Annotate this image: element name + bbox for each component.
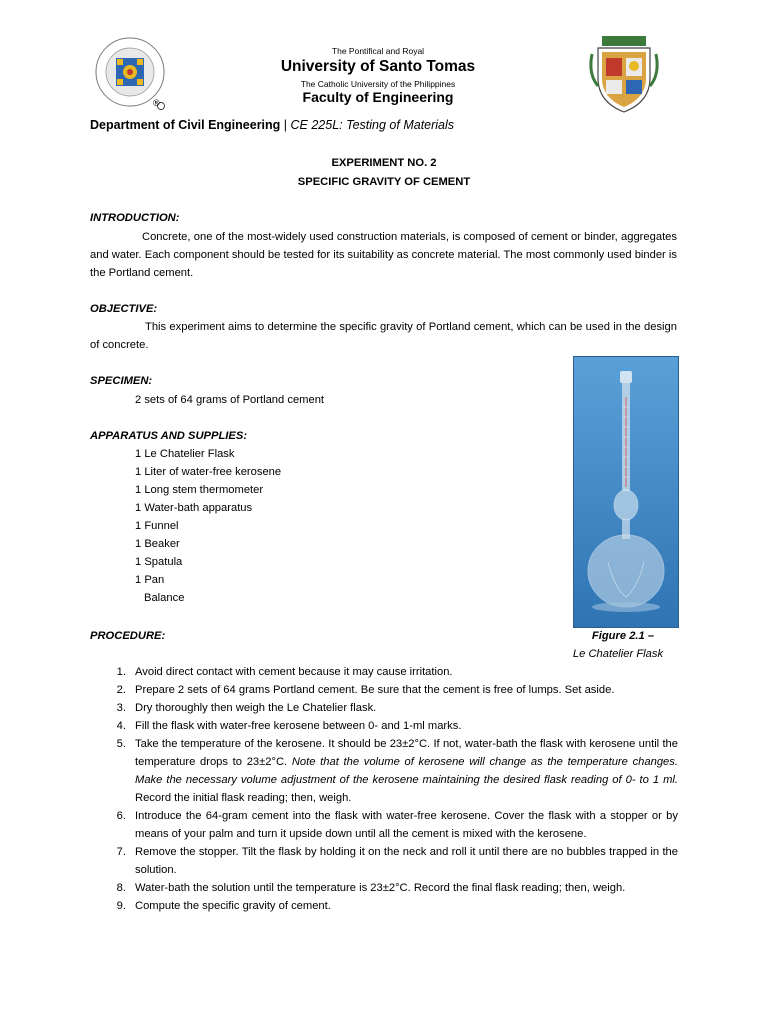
list-item: 1 Spatula <box>135 556 183 568</box>
procedure-step <box>90 699 678 717</box>
faculty-name: Faculty of Engineering <box>302 89 454 105</box>
list-item: 1 Le Chatelier Flask <box>135 448 235 460</box>
procedure-list <box>90 663 678 915</box>
procedure-step <box>90 717 678 735</box>
list-item: 1 Liter of water-free kerosene <box>135 466 282 478</box>
step-text: Record the initial flask reading; then, weigh. <box>135 792 352 804</box>
list-item: 1 Pan <box>135 574 165 586</box>
step-text: Remove the stopper. Tilt the flask by holding it on the neck and roll it until there are no bubbles trapped in the solution. <box>135 846 678 876</box>
dept-separator: | <box>280 118 291 132</box>
step-number: 3. <box>116 702 126 714</box>
step-number: 9. <box>116 900 126 912</box>
department-name: Department of Civil Engineering <box>90 118 281 132</box>
step-number: 5. <box>116 738 126 750</box>
step-text: Avoid direct contact with cement because it may cause irritation. <box>135 666 453 678</box>
specimen-text: 2 sets of 64 grams of Portland cement <box>135 394 325 406</box>
step-note: Note that the volume of kerosene will change as the temperature changes. Make the necessary volume adjustment of the kerosene maintaining the desired flask reading of 0- to 1 ml. <box>135 756 678 786</box>
header-line-3: The Catholic University of the Philippines <box>300 79 456 89</box>
step-text: Introduce the 64-gram cement into the flask with water-free kerosene. Cover the flask with a stopper or by means of your palm and turn it upside down until all the cement is mixed with the kerosene. <box>135 810 678 840</box>
experiment-number: EXPERIMENT NO. 2 <box>331 157 437 169</box>
list-item: 1 Water-bath apparatus <box>135 502 253 514</box>
objective-text: This experiment aims to determine the specific gravity of Portland cement, which can be used in the design of concrete. <box>90 321 677 351</box>
course-title: : Testing of Materials <box>339 118 455 132</box>
apparatus-list <box>135 445 281 607</box>
procedure-step <box>90 681 678 699</box>
step-number: 2. <box>116 684 126 696</box>
step-number: 4. <box>116 720 126 732</box>
objective-heading: OBJECTIVE: <box>90 303 158 315</box>
procedure-step <box>90 879 678 897</box>
registered-mark: ® <box>153 98 160 108</box>
list-item: 1 Beaker <box>135 538 180 550</box>
header-line-1: The Pontifical and Royal <box>331 46 425 56</box>
step-number: 1. <box>116 666 126 678</box>
step-number: 8. <box>116 882 126 894</box>
list-item: Balance <box>144 592 185 604</box>
figure-label: Figure 2.1 – <box>591 630 655 642</box>
department-line <box>90 118 454 132</box>
step-text: Dry thoroughly then weigh the Le Chatelier flask. <box>135 702 377 714</box>
faculty-crest-logo <box>588 34 660 114</box>
introduction-heading: INTRODUCTION: <box>90 212 180 224</box>
specimen-heading: SPECIMEN: <box>90 375 153 387</box>
step-text: Fill the flask with water-free kerosene between 0- and 1-ml marks. <box>135 720 462 732</box>
introduction-text: Concrete, one of the most-widely used construction materials, is composed of cement or binder, aggregates and water. Each component should be tested for its suitability as concrete material. The most commonly used binder is the Portland cement. <box>90 231 677 279</box>
list-item: 1 Long stem thermometer <box>135 484 264 496</box>
procedure-step <box>90 735 678 807</box>
step-number: 7. <box>116 846 126 858</box>
list-item: 1 Funnel <box>135 520 179 532</box>
step-text: Water-bath the solution until the temperature is 23±2°C. Record the final flask reading; then, weigh. <box>135 882 626 894</box>
experiment-title: SPECIFIC GRAVITY OF CEMENT <box>297 176 471 188</box>
apparatus-heading: APPARATUS AND SUPPLIES: <box>90 430 248 442</box>
figure-caption: Le Chatelier Flask <box>572 648 664 660</box>
procedure-step <box>90 807 678 843</box>
step-text: Prepare 2 sets of 64 grams Portland cement. Be sure that the cement is free of lumps. Set aside. <box>135 684 615 696</box>
step-text: Compute the specific gravity of cement. <box>135 900 331 912</box>
le-chatelier-flask-photo <box>573 356 679 628</box>
procedure-step <box>90 843 678 879</box>
step-text: Take the temperature of the kerosene. It should be 23±2°C. If not, water-bath the flask with kerosene until the temperature drops to 23±2°C. <box>135 738 678 768</box>
university-name: University of Santo Tomas <box>280 58 476 75</box>
procedure-heading: PROCEDURE: <box>90 630 166 642</box>
step-number: 6. <box>116 810 126 822</box>
course-code: CE 225L <box>290 118 340 132</box>
procedure-step <box>90 897 678 915</box>
procedure-step <box>90 663 678 681</box>
